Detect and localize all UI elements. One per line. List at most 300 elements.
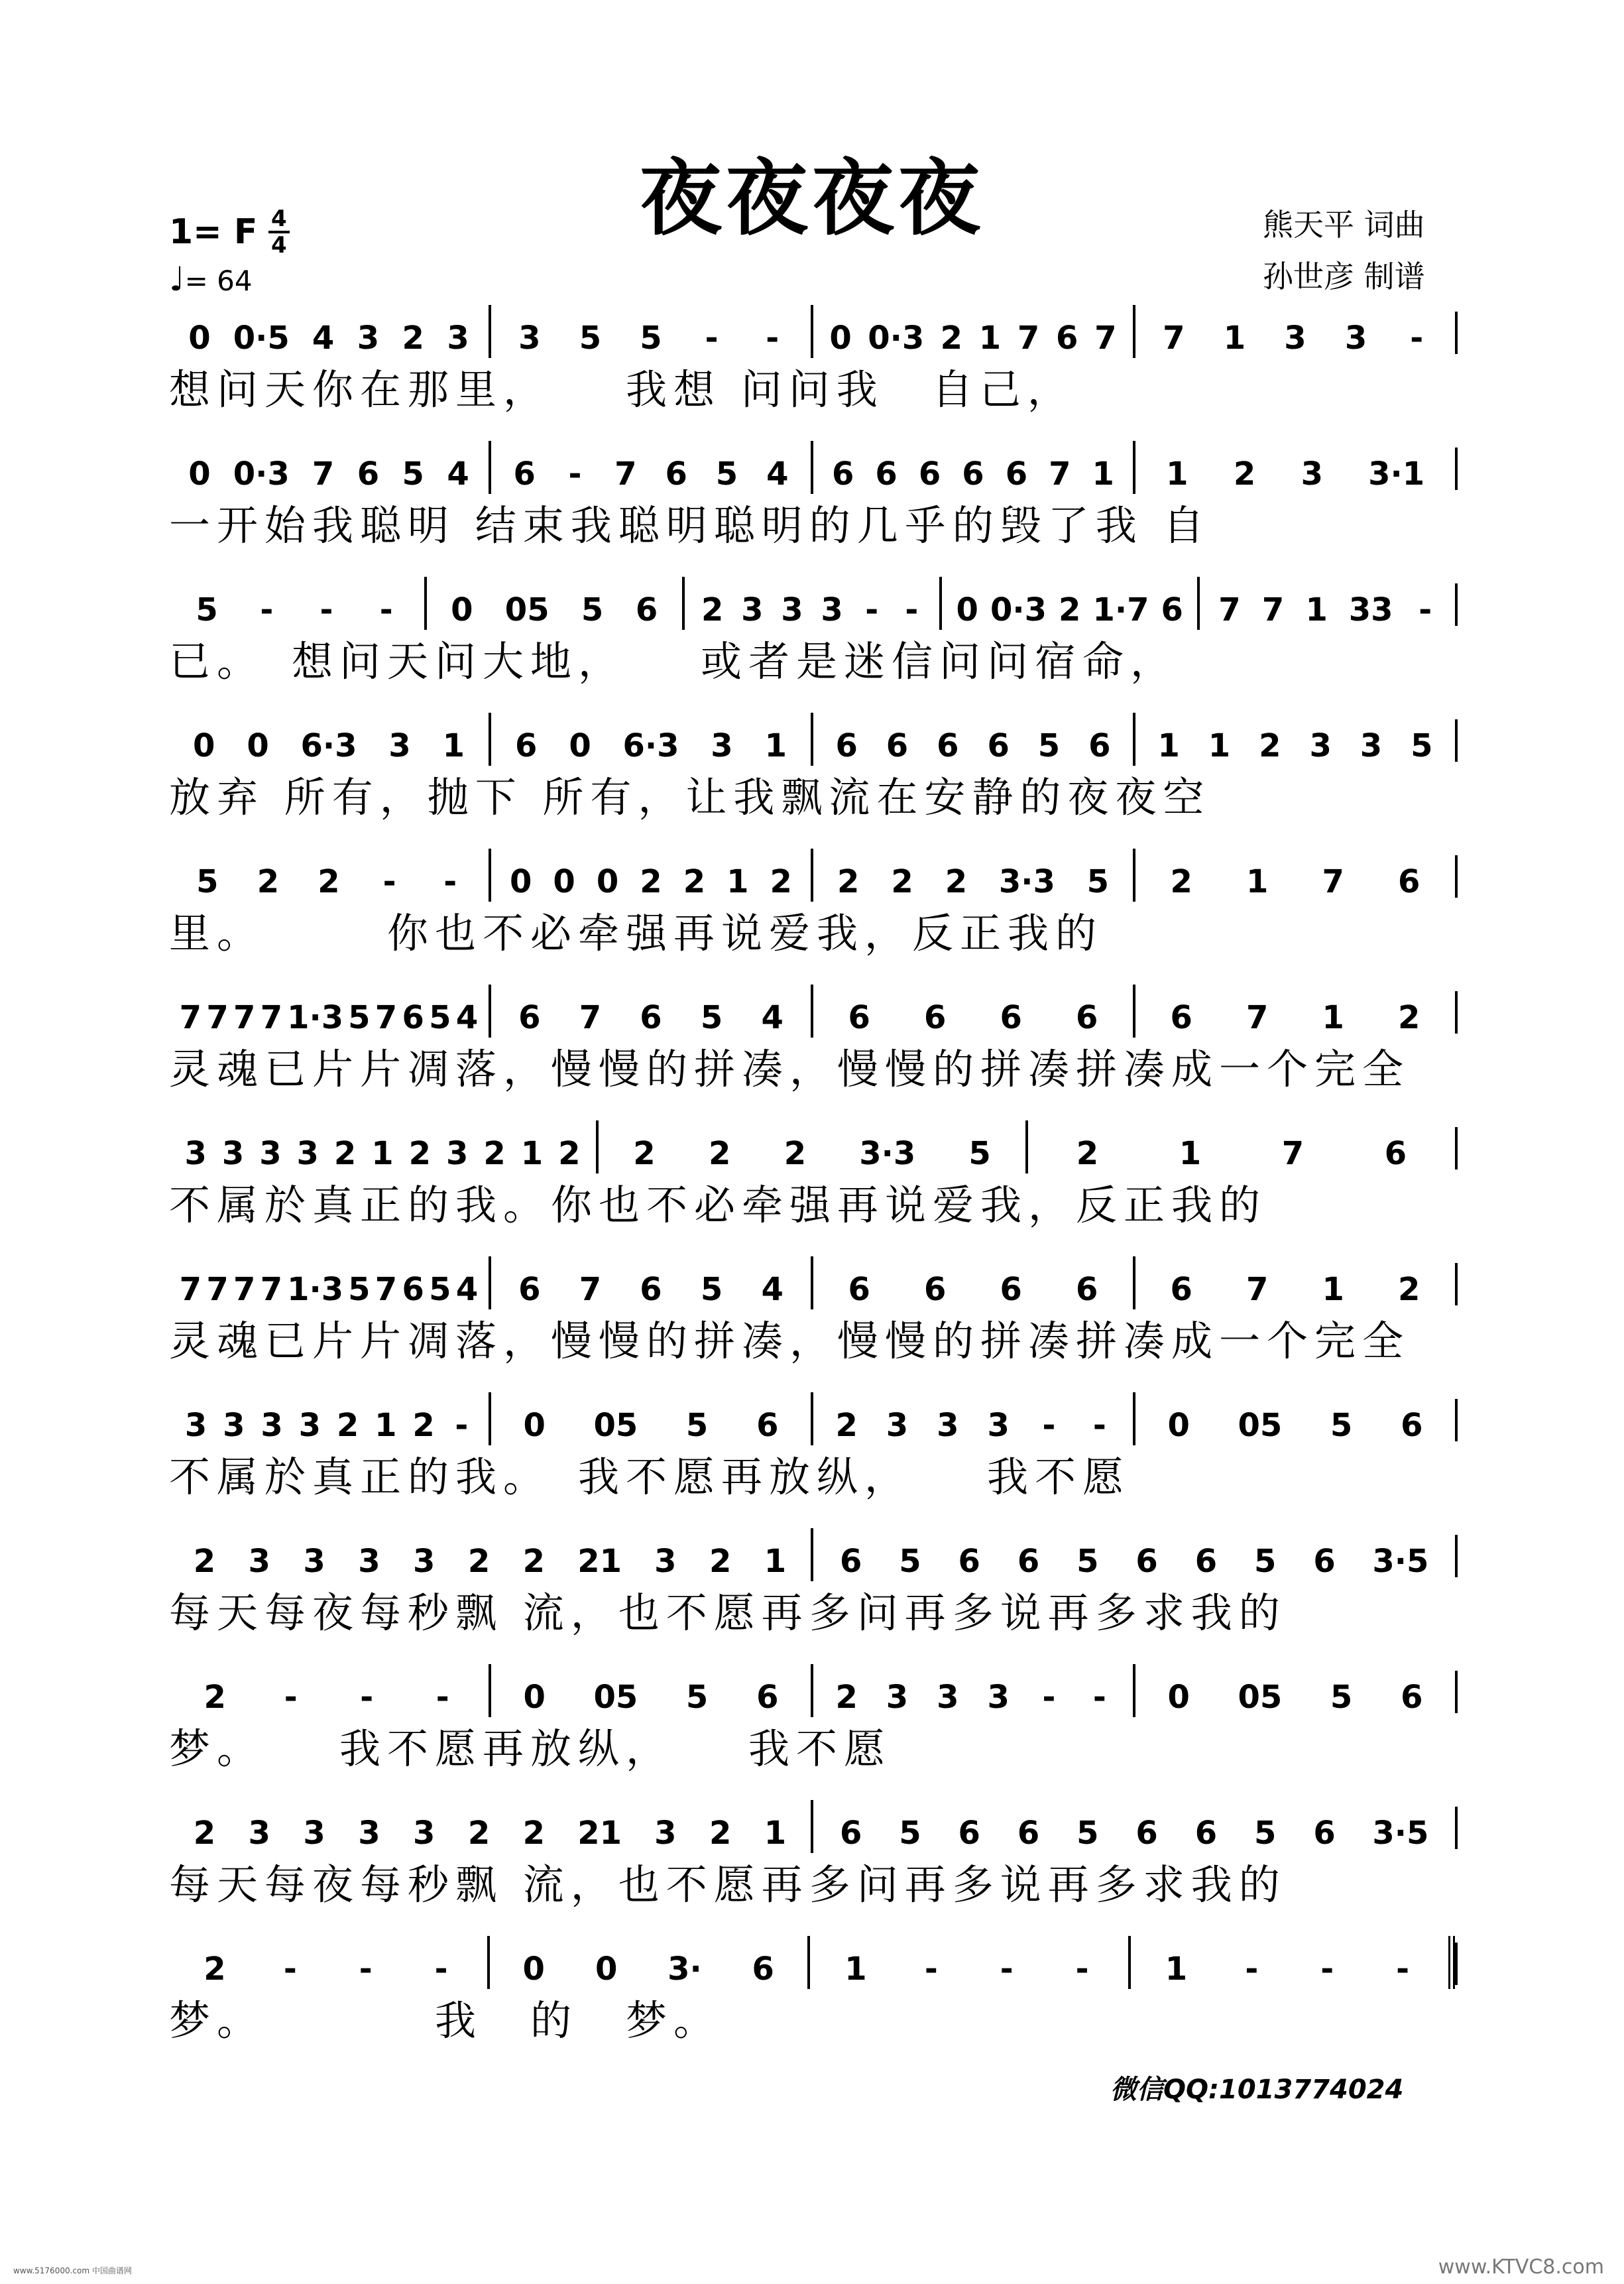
composer-credit: 熊天平 词曲 <box>1263 207 1425 243</box>
note: 6 <box>875 455 898 493</box>
tempo-value: = 64 <box>184 265 253 297</box>
note: 6 <box>1000 1271 1022 1308</box>
note: 1 <box>1223 320 1246 357</box>
note: 2 <box>467 1815 491 1852</box>
note: 6·3 <box>300 727 357 764</box>
note: 0 <box>1167 1407 1190 1444</box>
score-system <box>169 305 1455 420</box>
note: 3 <box>1344 320 1367 357</box>
note: 3·5 <box>1372 1543 1429 1580</box>
note: 6 <box>918 455 941 493</box>
note: 7 <box>375 1271 398 1308</box>
note: 5 <box>685 1679 709 1716</box>
notation-row <box>169 1664 1455 1717</box>
note: 7 <box>206 1271 229 1308</box>
note: 7 <box>1163 320 1185 357</box>
measure <box>169 1120 596 1173</box>
note: 7 <box>1218 591 1241 629</box>
note: 6 <box>1017 1815 1040 1852</box>
note: 3 <box>358 1543 380 1580</box>
note: 6 <box>839 1815 862 1852</box>
note: - <box>865 591 879 629</box>
note: 2 <box>940 320 963 357</box>
note: - <box>283 1951 297 1988</box>
score-system <box>169 713 1455 828</box>
note: - <box>455 1407 469 1444</box>
note: 0·3 <box>990 591 1047 629</box>
note: 6 <box>835 727 858 764</box>
measure <box>169 1800 811 1853</box>
note: 2 <box>336 1407 359 1444</box>
measure <box>489 305 811 358</box>
note: 6 <box>1161 591 1183 629</box>
note: 0 <box>523 1679 546 1716</box>
measure <box>489 1392 811 1445</box>
credits <box>1263 199 1425 302</box>
note: 7 <box>206 999 229 1036</box>
measure <box>169 713 489 766</box>
note: 5 <box>1076 1815 1099 1852</box>
note: 6 <box>1401 1407 1423 1444</box>
lyrics-line: 每天每夜每秒飘 流，也不愿再多问再多说再多求我的 <box>169 1860 1287 1909</box>
note: 6 <box>886 727 909 764</box>
note: 1 <box>978 320 1002 357</box>
note: 5 <box>1076 1543 1099 1580</box>
note: 4 <box>447 455 469 493</box>
note: 3 <box>987 1679 1010 1716</box>
note: 6 <box>1384 1135 1407 1172</box>
note: 0 <box>829 320 852 357</box>
measure <box>489 849 811 902</box>
note: 3 <box>184 1135 207 1172</box>
note: 4 <box>761 1271 783 1308</box>
measure <box>811 441 1133 494</box>
note: 2 <box>709 1815 732 1852</box>
note: 6 <box>1135 1543 1158 1580</box>
notation-row <box>169 305 1455 358</box>
note: 3 <box>248 1815 270 1852</box>
note: 0 <box>1167 1679 1190 1716</box>
note: 3·1 <box>1368 455 1425 493</box>
measure <box>169 1528 811 1581</box>
note: 3 <box>821 591 843 629</box>
note: 3 <box>261 1407 283 1444</box>
note: 2 <box>1398 1271 1421 1308</box>
note: 3· <box>667 1951 702 1988</box>
note: 6 <box>1313 1543 1336 1580</box>
lyrics-line: 梦。 我 的 梦。 <box>169 1996 722 2045</box>
note: 6·3 <box>622 727 679 764</box>
note: 7 <box>579 999 602 1036</box>
measure <box>1133 1256 1455 1309</box>
note: 6 <box>962 455 984 493</box>
note: 33 <box>1348 591 1393 629</box>
measure <box>811 1392 1133 1445</box>
quarter-note-icon: ♩ <box>169 260 185 298</box>
note: 6 <box>1170 999 1192 1036</box>
measure <box>1133 1392 1455 1445</box>
measure <box>682 577 940 630</box>
notation-row <box>169 1936 1455 1989</box>
note: 7 <box>1322 863 1344 900</box>
note: 6 <box>402 999 424 1036</box>
note: 2 <box>683 863 706 900</box>
note: 1 <box>764 1815 787 1852</box>
note: - <box>766 320 780 357</box>
note: 3 <box>741 591 764 629</box>
note: 0 <box>553 863 575 900</box>
note: 1 <box>1208 727 1231 764</box>
note: 2 <box>891 863 913 900</box>
note: 6 <box>1005 455 1028 493</box>
note: 3 <box>388 727 411 764</box>
measure <box>489 441 811 494</box>
note: 5 <box>196 591 218 629</box>
note: - <box>319 591 333 629</box>
note: 5 <box>700 999 723 1036</box>
note: 2 <box>333 1135 357 1172</box>
notation-row <box>169 849 1455 902</box>
note: 6 <box>839 1543 862 1580</box>
note: 2 <box>770 863 792 900</box>
note: 3 <box>303 1815 325 1852</box>
lyrics-line: 放弃 所有，抛下 所有，让我飘流在安静的夜夜空 <box>169 773 1211 821</box>
note: 6 <box>924 1271 947 1308</box>
notation-row <box>169 441 1455 494</box>
measure <box>1133 1664 1455 1717</box>
note: 1 <box>844 1951 867 1988</box>
measure <box>489 985 811 1038</box>
note: 6 <box>848 999 870 1036</box>
score-system <box>169 1120 1455 1236</box>
note: 5 <box>579 320 602 357</box>
note: 0 <box>451 591 473 629</box>
measure <box>169 985 489 1038</box>
note: 5 <box>429 1271 451 1308</box>
notation-row <box>169 713 1455 766</box>
note: 4 <box>455 1271 479 1308</box>
note: 2 <box>193 1543 216 1580</box>
note: 3 <box>937 1679 959 1716</box>
note: 3 <box>221 1135 245 1172</box>
note: 3 <box>781 591 803 629</box>
note: 05 <box>504 591 550 629</box>
note: 21 <box>577 1543 622 1580</box>
note: 6 <box>1401 1679 1423 1716</box>
note: - <box>443 863 457 900</box>
note: 5 <box>1086 863 1109 900</box>
measure <box>169 577 424 630</box>
measure <box>169 1936 487 1989</box>
score-system <box>169 1528 1455 1644</box>
note: - <box>1042 1407 1056 1444</box>
measure <box>1197 577 1455 630</box>
note: 2 <box>1233 455 1256 493</box>
note: - <box>905 591 919 629</box>
note: 7 <box>233 999 256 1036</box>
note: 0·5 <box>233 320 290 357</box>
score-system <box>169 577 1455 692</box>
note: 6 <box>987 727 1010 764</box>
note: 3 <box>1309 727 1332 764</box>
note: - <box>359 1951 373 1988</box>
note: 7 <box>260 999 283 1036</box>
measure <box>169 1664 489 1717</box>
note: 1 <box>764 727 787 764</box>
note: 1 <box>1165 1951 1188 1988</box>
note: 3 <box>445 1135 469 1172</box>
measure <box>811 1256 1133 1309</box>
note: 3 <box>937 1407 959 1444</box>
note: 6 <box>1170 1271 1192 1308</box>
note: 1 <box>726 863 749 900</box>
note: 1 <box>1246 863 1269 900</box>
measure <box>169 849 489 902</box>
note: 0 <box>192 727 215 764</box>
time-signature <box>268 207 290 257</box>
note: 5 <box>1037 727 1061 764</box>
note: - <box>379 591 393 629</box>
note: 3 <box>303 1543 325 1580</box>
note: 3 <box>886 1679 909 1716</box>
measure <box>1133 305 1455 358</box>
note: 4 <box>312 320 335 357</box>
note: 0 <box>956 591 978 629</box>
note: 3 <box>654 1815 677 1852</box>
note: 6 <box>1076 999 1098 1036</box>
note: 2 <box>708 1135 731 1172</box>
measure <box>1133 849 1455 902</box>
note: 7 <box>614 455 637 493</box>
note: 6 <box>635 591 658 629</box>
measure <box>1133 985 1455 1038</box>
note: 6 <box>832 455 854 493</box>
note: 4 <box>766 455 789 493</box>
note: 6 <box>640 1271 662 1308</box>
notation-row <box>169 1392 1455 1445</box>
measure <box>169 1392 489 1445</box>
key-signature: 1= F <box>169 212 258 252</box>
score-system <box>169 441 1455 556</box>
note: 5 <box>402 455 424 493</box>
note: 05 <box>593 1407 638 1444</box>
note: 0 <box>188 455 211 493</box>
note: 3 <box>248 1543 270 1580</box>
note: 2 <box>835 1679 858 1716</box>
note: 5 <box>700 1271 723 1308</box>
note: 0 <box>522 1951 545 1988</box>
note: 2 <box>558 1135 581 1172</box>
notation-row <box>169 1256 1455 1309</box>
note: - <box>568 455 582 493</box>
measure <box>489 1256 811 1309</box>
note: 05 <box>593 1679 638 1716</box>
note: 6 <box>513 455 536 493</box>
note: - <box>434 1951 448 1988</box>
measure <box>811 305 1133 358</box>
note: 5 <box>581 591 604 629</box>
note: 2 <box>1170 863 1192 900</box>
note: 0 <box>523 1407 546 1444</box>
note: 1 <box>764 1543 787 1580</box>
score-system <box>169 985 1455 1100</box>
note: 6 <box>1056 320 1078 357</box>
note: 2 <box>783 1135 807 1172</box>
note: 3 <box>358 1815 380 1852</box>
note: 0 <box>247 727 269 764</box>
note: 3 <box>298 1407 321 1444</box>
note: 7 <box>1049 455 1071 493</box>
note: 6 <box>1017 1543 1040 1580</box>
note: 3 <box>184 1407 207 1444</box>
note: 2 <box>945 863 968 900</box>
score-system <box>169 1664 1455 1779</box>
lyrics-line: 梦。 我不愿再放纵， 我不愿 <box>169 1724 892 1773</box>
note: 4 <box>761 999 783 1036</box>
note: 3 <box>711 727 733 764</box>
note: 2 <box>318 863 340 900</box>
measure <box>811 985 1133 1038</box>
note: 3·5 <box>1372 1815 1429 1852</box>
note: 6 <box>958 1543 980 1580</box>
note: 5 <box>429 999 451 1036</box>
note: 5 <box>1330 1679 1353 1716</box>
note: - <box>435 1679 449 1716</box>
note: 1 <box>442 727 465 764</box>
note: - <box>1000 1951 1014 1988</box>
note: 3 <box>413 1815 435 1852</box>
note: 1·7 <box>1092 591 1149 629</box>
measure <box>811 713 1133 766</box>
note: 7 <box>1246 999 1269 1036</box>
note: 2 <box>522 1543 546 1580</box>
note: 6 <box>1088 727 1111 764</box>
note: - <box>924 1951 938 1988</box>
score-system <box>169 1256 1455 1372</box>
score-system <box>169 849 1455 964</box>
note: 6 <box>518 1271 541 1308</box>
note: 2 <box>1076 1135 1099 1172</box>
note: 7 <box>375 999 398 1036</box>
note: 6 <box>1076 1271 1098 1308</box>
note: 3·3 <box>998 863 1055 900</box>
note: 1 <box>1092 455 1114 493</box>
note: 2 <box>203 1951 226 1988</box>
notation-row <box>169 1120 1455 1173</box>
note: 6 <box>402 1271 424 1308</box>
score-system <box>169 1936 1455 2051</box>
note: 3 <box>654 1543 677 1580</box>
lyrics-line: 不属於真正的我。 我不愿再放纵， 我不愿 <box>169 1453 1131 1501</box>
note: 2 <box>257 863 280 900</box>
note: 5 <box>1254 1815 1277 1852</box>
note: 05 <box>1238 1679 1283 1716</box>
note: 3 <box>259 1135 282 1172</box>
note: 6 <box>1313 1815 1336 1852</box>
meter-bottom: 4 <box>271 232 287 259</box>
note: 4 <box>455 999 479 1036</box>
measure <box>1133 713 1455 766</box>
note: - <box>284 1679 298 1716</box>
note: 2 <box>837 863 860 900</box>
note: 6 <box>1000 999 1022 1036</box>
note: 7 <box>1017 320 1040 357</box>
lyrics-line: 已。 想问天问大地， 或者是迷信问问宿命， <box>169 637 1179 686</box>
note: 6 <box>357 455 380 493</box>
lyrics-line: 想问天你在那里， 我想 问问我 自己， <box>169 365 1075 414</box>
meter-top: 4 <box>268 207 290 233</box>
tempo-mark <box>169 260 253 298</box>
note: 5 <box>899 1815 921 1852</box>
note: 3 <box>447 320 469 357</box>
lyrics-line: 不属於真正的我。你也不必牵强再说爱我，反正我的 <box>169 1181 1267 1229</box>
note: 5 <box>1254 1543 1277 1580</box>
note: - <box>260 591 274 629</box>
note: 3 <box>1284 320 1306 357</box>
note: 5 <box>715 455 738 493</box>
note: 2 <box>522 1815 546 1852</box>
note: 1 <box>375 1407 397 1444</box>
lyrics-line: 灵魂已片片凋落，慢慢的拼凑，慢慢的拼凑拼凑成一个完全 <box>169 1317 1411 1365</box>
note: 05 <box>1238 1407 1283 1444</box>
watermark: 微信QQ:1013774024 <box>1110 2074 1404 2105</box>
note: 2 <box>483 1135 506 1172</box>
note: 6 <box>848 1271 870 1308</box>
note: 7 <box>233 1271 256 1308</box>
note: 2 <box>633 1135 656 1172</box>
footer-right: www.KTVC8.com <box>1438 2255 1604 2279</box>
note: - <box>382 863 396 900</box>
note: - <box>1419 591 1432 629</box>
note: 2 <box>701 591 724 629</box>
note: 0 <box>595 1951 618 1988</box>
note: 6 <box>1194 1543 1218 1580</box>
note: 7 <box>1246 1271 1269 1308</box>
note: 5 <box>348 999 371 1036</box>
note: 2 <box>709 1543 732 1580</box>
note: 6 <box>752 1951 774 1988</box>
note: 6 <box>958 1815 980 1852</box>
measure <box>939 577 1197 630</box>
lyrics-line: 一开始我聪明 结束我聪明聪明的几乎的毁了我 自 <box>169 501 1211 550</box>
note: 2 <box>835 1407 858 1444</box>
note: - <box>360 1679 374 1716</box>
note: - <box>1245 1951 1259 1988</box>
note: 3 <box>1360 727 1383 764</box>
note: 1 <box>1157 727 1180 764</box>
note: 0 <box>510 863 532 900</box>
measure <box>424 577 682 630</box>
note: 3 <box>987 1407 1010 1444</box>
note: 0 <box>596 863 619 900</box>
note: 7 <box>260 1271 283 1308</box>
note: 6 <box>518 999 541 1036</box>
note: 2 <box>408 1135 432 1172</box>
measure <box>811 1664 1133 1717</box>
note: 3 <box>413 1543 435 1580</box>
measure <box>1128 1936 1456 1989</box>
note: 2 <box>203 1679 226 1716</box>
notation-row <box>169 1800 1455 1853</box>
measure <box>169 441 489 494</box>
measure <box>807 1936 1128 1989</box>
note: 2 <box>1059 591 1081 629</box>
note: 7 <box>312 455 335 493</box>
note: 2 <box>1259 727 1281 764</box>
note: 5 <box>196 863 219 900</box>
measure <box>1025 1120 1455 1173</box>
note: 3 <box>1301 455 1324 493</box>
